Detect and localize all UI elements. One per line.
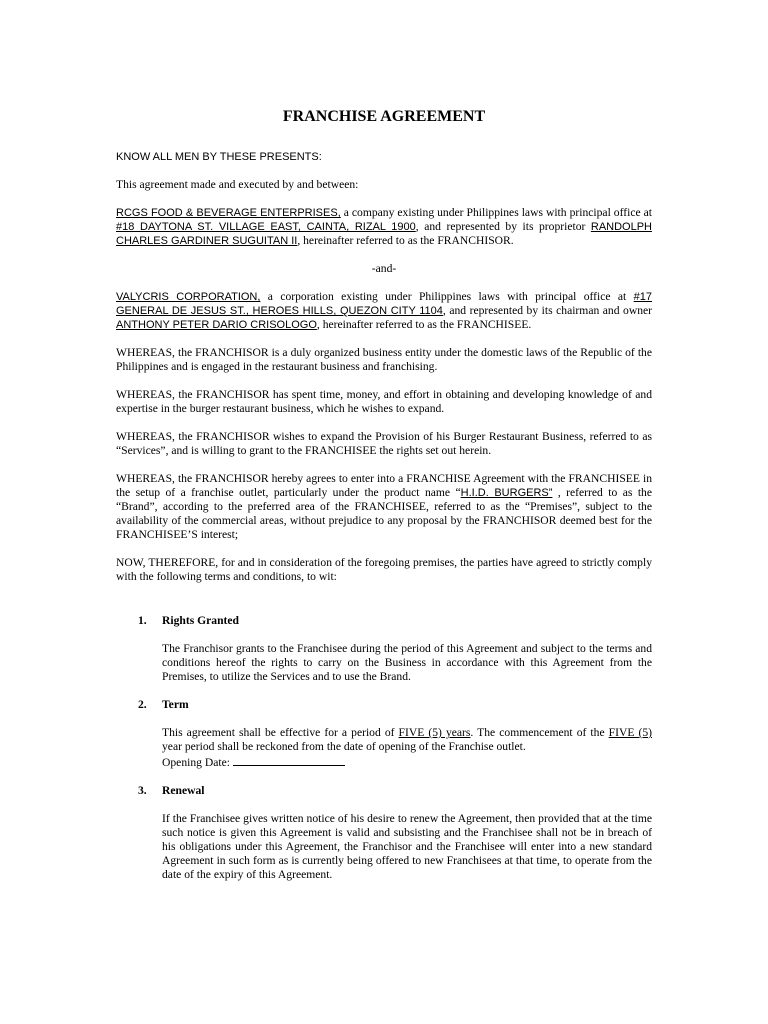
section-term — [116, 698, 652, 770]
franchisor-name: RCGS FOOD & BEVERAGE ENTERPRISES, — [116, 207, 341, 219]
whereas-4-text-2: , referred to as the “Brand”, according to the preferred area of the FRANCHISEE, referred to as the “Premises”, subject to the availability of the commercial areas, without prejudice to any proposal by the FRANCHISOR deemed best for the FRANCHISEE’S interest; — [116, 486, 652, 541]
franchisee-address: #17 GENERAL DE JESUS ST., HEROES HILLS, QUEZON CITY 1104 — [116, 291, 652, 317]
section-number: 3. — [138, 784, 147, 797]
whereas-clause-1: WHEREAS, the FRANCHISOR is a duly organized business entity under the domestic laws of the Republic of the Philippines and is engaged in the restaurant business and franchising. — [116, 346, 652, 373]
term-text-1: This agreement shall be effective for a period of — [162, 726, 399, 739]
section-body — [162, 726, 652, 770]
know-all-line: KNOW ALL MEN BY THESE PRESENTS: — [116, 151, 322, 163]
franchisee-text-1: a corporation existing under Philippines laws with principal office at — [260, 290, 634, 303]
franchisor-text-2: , and represented by its proprietor — [415, 220, 591, 233]
whereas-clause-2: WHEREAS, the FRANCHISOR has spent time, money, and effort in obtaining and developing knowledge of and expertise in the burger restaurant business, which he wishes to expand. — [116, 388, 652, 415]
term-period: FIVE (5) years — [398, 726, 471, 739]
document-title: FRANCHISE AGREEMENT — [282, 108, 486, 125]
section-body — [162, 812, 652, 882]
section-number: 2. — [138, 698, 147, 711]
term-text-3: year period shall be reckoned from the date of opening of the Franchise outlet. — [162, 740, 526, 753]
section-title: Rights Granted — [162, 614, 239, 627]
franchisor-address: #18 DAYTONA ST. VILLAGE EAST, CAINTA, RIZAL 1900 — [116, 221, 416, 233]
made-by-line: This agreement made and executed by and between: — [116, 178, 359, 191]
term-period-short: FIVE (5) — [608, 726, 652, 739]
now-therefore-paragraph: NOW, THEREFORE, for and in consideration of the foregoing premises, the parties have agreed to strictly comply with the following terms and conditions, to wit: — [116, 556, 652, 583]
section-heading — [138, 614, 652, 628]
franchisor-text-1: a company existing under Philippines laws with principal office at — [340, 206, 652, 219]
section-title: Renewal — [162, 784, 205, 797]
franchisor-representative: RANDOLPH CHARLES GARDINER SUGUITAN II — [116, 221, 652, 247]
section-heading — [138, 698, 652, 712]
section-text — [162, 726, 652, 770]
and-separator: -and- — [371, 262, 397, 275]
franchisee-representative: ANTHONY PETER DARIO CRISOLOGO — [116, 319, 317, 331]
franchisee-text-2: , and represented by its chairman and owner — [442, 304, 653, 317]
section-rights-granted — [116, 614, 652, 684]
franchisee-text-3: , hereinafter referred to as the FRANCHISEE. — [316, 318, 532, 331]
section-number: 1. — [138, 614, 147, 627]
whereas-clause-4 — [116, 472, 652, 542]
whereas-clause-3: WHEREAS, the FRANCHISOR wishes to expand the Provision of his Burger Restaurant Business, referred to as “Services”, and is willing to grant to the FRANCHISEE the rights set out herein. — [116, 430, 652, 457]
section-title: Term — [162, 698, 189, 711]
section-text: The Franchisor grants to the Franchisee during the period of this Agreement and subject to the terms and conditions hereof the rights to carry on the Business in accordance with this Agreement from the Premises, to utilize the Services and to use the Brand. — [162, 642, 652, 683]
section-renewal — [116, 784, 652, 882]
franchisee-party-paragraph — [116, 290, 652, 332]
opening-date-label: Opening Date: — [162, 756, 233, 769]
franchisor-party-paragraph — [116, 206, 652, 248]
opening-date-blank — [233, 754, 345, 766]
franchisor-text-3: , hereinafter referred to as the FRANCHISOR. — [297, 234, 514, 247]
section-text: If the Franchisee gives written notice of his desire to renew the Agreement, then provided that at the time such notice is given this Agreement is valid and subsisting and the Franchisee shall not be in breach of his obligations under this Agreement, the Franchisor and the Franchisee will enter into a new standard Agreement in such form as is currently being offered to new Franchisees at that time, to operate from the date of the expiry of this Agreement. — [162, 812, 652, 881]
section-body — [162, 642, 652, 684]
section-heading — [138, 784, 652, 798]
term-text-2: . The commencement of the — [470, 726, 609, 739]
franchisee-name: VALYCRIS CORPORATION, — [116, 291, 261, 303]
spacer — [116, 598, 652, 614]
whereas-4-text-1: WHEREAS, the FRANCHISOR hereby agrees to enter into a FRANCHISE Agreement with the FRANCHISEE in the setup of a franchise outlet, particularly under the product name “ — [116, 472, 652, 499]
brand-name: H.I.D. BURGERS” — [460, 487, 553, 499]
document-page — [116, 108, 652, 896]
